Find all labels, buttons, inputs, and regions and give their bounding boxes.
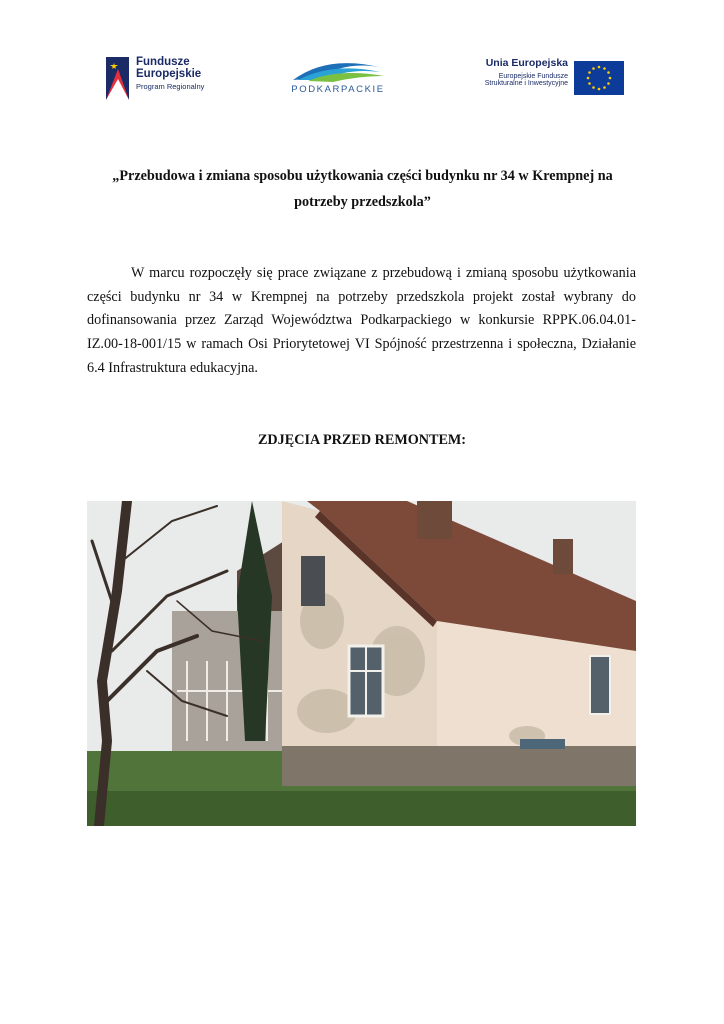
eu-flag-icon (574, 61, 624, 95)
photo-bench (520, 739, 565, 749)
photo-chimney-left (417, 501, 452, 539)
fundusze-line1: Fundusze (136, 56, 190, 68)
ue-line2: Europejskie Fundusze (498, 72, 568, 80)
unia-europejska-logo (462, 58, 624, 98)
fundusze-flag-icon (106, 57, 129, 100)
ue-line3: Strukturalne i Inwestycyjne (484, 80, 568, 88)
fundusze-text (136, 56, 204, 91)
logo-header (0, 50, 724, 105)
ue-line1: Unia Europejska (485, 57, 568, 69)
title-line-1: „Przebudowa i zmiana sposobu użytkowania części budynku nr 34 w Krempnej na (112, 168, 613, 184)
ue-text (485, 58, 568, 88)
building-photo (87, 501, 636, 826)
photo-foundation (282, 746, 636, 786)
photo-window-attic (301, 556, 325, 606)
body-paragraph: W marcu rozpoczęły się prace związane z przebudową i zmianą sposobu użytkowania części budynku nr 34 w Krempnej na potrzeby przedszkola projekt został wybrany do dofinansowania przez Zarząd Województwa Podkarpackiego w konkursie RPPK.06.04.01-IZ.00-18-001/15 w ramach Osi Priorytetowej VI Spójność przestrzenna i społeczna, Działanie 6.4 Infrastruktura edukacyjna. (87, 265, 636, 376)
fundusze-europejskie-logo (106, 54, 226, 100)
podkarpackie-mark-icon (288, 54, 388, 82)
section-heading: ZDJĘCIA PRZED REMONTEM: (257, 432, 467, 448)
title-line-2: potrzeby przedszkola” (294, 194, 431, 210)
photo-chimney-right (553, 539, 573, 574)
podkarpackie-name: PODKARPACKIE (291, 84, 385, 95)
document-title (90, 163, 635, 215)
fundusze-line3: Program Regionalny (136, 82, 205, 92)
photo-window-side (590, 656, 610, 714)
fundusze-line2: Europejskie (136, 68, 202, 81)
podkarpackie-logo (282, 50, 394, 100)
